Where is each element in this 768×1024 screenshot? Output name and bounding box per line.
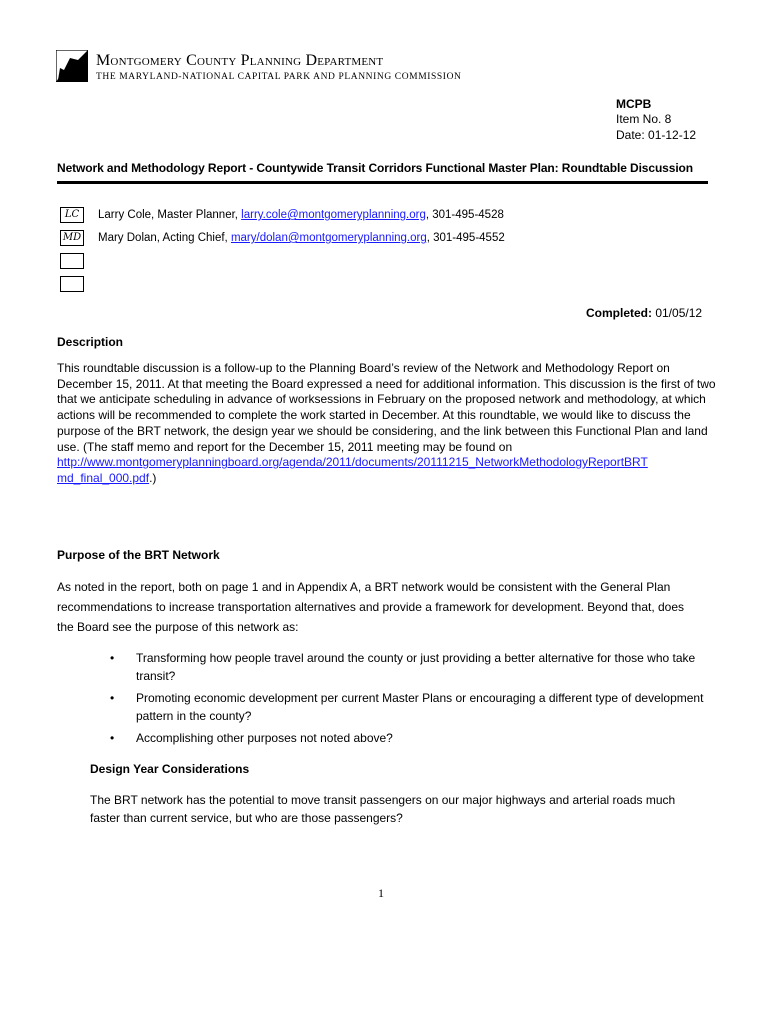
bullet-text: Transforming how people travel around the county or just providing a better alternative for those who take transit? — [136, 651, 696, 683]
bullet-text: Promoting economic development per current Master Plans or encouraging a different type of development pattern in the county? — [136, 691, 704, 723]
document-title: Network and Methodology Report - Countywide Transit Corridors Functional Master Plan: Roundtable Discussion — [57, 161, 694, 175]
description-closing: .) — [149, 470, 157, 485]
description-heading: Description — [57, 335, 124, 349]
list-item — [110, 689, 710, 725]
initials-box-4 — [60, 276, 84, 292]
list-item — [110, 729, 710, 747]
list-item — [110, 649, 710, 685]
bullet-icon: • — [110, 731, 115, 745]
staff-memo-link[interactable] — [57, 455, 648, 485]
staff-name-title: Mary Dolan, Acting Chief, — [98, 232, 231, 244]
completed-date — [586, 306, 702, 320]
initials-box-1 — [60, 207, 84, 223]
completed-label: Completed: — [586, 306, 652, 320]
initials-box-3 — [60, 253, 84, 269]
commission-name: THE MARYLAND-NATIONAL CAPITAL PARK AND PLANNING COMMISSION — [96, 72, 462, 82]
initials-md: MD — [62, 232, 82, 243]
purpose-paragraph: As noted in the report, both on page 1 and in Appendix A, a BRT network would be consistent with the General Plan recommendations to increase transportation alternatives and provide a framework for development. Beyond that, does the Board see the purpose of this network as: — [57, 580, 685, 634]
staff-phone: , 301-495-4552 — [426, 232, 505, 244]
staff-line-mary-dolan — [98, 232, 505, 244]
meeting-date: Date: 01-12-12 — [616, 128, 697, 142]
initials-lc: LC — [64, 209, 80, 220]
bullet-text: Accomplishing other purposes not noted above? — [136, 731, 393, 745]
staff-memo-link-line1: http://www.montgomeryplanningboard.org/agenda/2011/documents/20111215_NetworkMethodologyReportBRT — [57, 455, 648, 470]
email-link-mary-dolan[interactable]: mary/dolan@montgomeryplanning.org — [230, 232, 427, 244]
mncppc-logo-icon — [56, 50, 88, 82]
staff-line-larry-cole — [98, 209, 504, 221]
page-number: 1 — [378, 886, 384, 900]
mcpb-label: MCPB — [616, 97, 652, 111]
purpose-heading: Purpose of the BRT Network — [57, 548, 220, 562]
staff-name-title: Larry Cole, Master Planner, — [98, 209, 242, 221]
design-year-paragraph: The BRT network has the potential to move transit passengers on our major highways and arterial roads much faster than current service, but who are those passengers? — [90, 793, 676, 825]
email-link-larry-cole[interactable]: larry.cole@montgomeryplanning.org — [241, 209, 426, 221]
design-year-heading: Design Year Considerations — [90, 762, 250, 776]
staff-phone: , 301-495-4528 — [425, 209, 504, 221]
bullet-icon: • — [110, 691, 115, 705]
purpose-bullet-list — [110, 649, 710, 751]
staff-memo-link-line2: md_final_000.pdf — [57, 470, 150, 485]
item-number: Item No. 8 — [616, 112, 672, 126]
completed-value: 01/05/12 — [652, 306, 703, 320]
department-name: Montgomery County Planning Department — [96, 52, 384, 69]
bullet-icon: • — [110, 651, 115, 665]
initials-box-2 — [60, 230, 84, 246]
title-divider — [57, 181, 708, 184]
description-text: This roundtable discussion is a follow-up to the Planning Board’s review of the Network and Methodology Report on December 15, 2011. At that meeting the Board expressed a need for additional information. This discussion is the first of two that we anticipate scheduling in advance of worksessions in February on the proposed network and methodology, at which actions will be recommended to complete the work started in December. At this roundtable, we would like to discuss the purpose of the BRT network, the design year we should be considering, and the link between this Functional Plan and land use. (The staff memo and report for the December 15, 2011 meeting may be found on — [57, 361, 716, 454]
description-paragraph — [57, 361, 717, 487]
